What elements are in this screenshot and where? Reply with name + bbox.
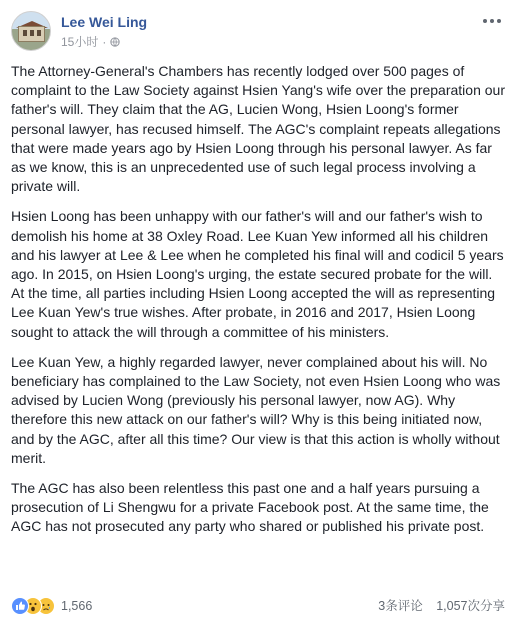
post-paragraph: The AGC has also been relentless this past one and a half years pursuing a prosecution of Li Shengwu for a private Facebook post. At the same time, the AGC has not prosecuted any party who shared or published his private post. (11, 480, 489, 535)
shares-count[interactable]: 1,057次分享 (436, 599, 505, 613)
post-meta (61, 34, 120, 50)
reactions-summary[interactable] (11, 597, 92, 615)
avatar-window (37, 30, 41, 36)
post-body (11, 62, 508, 548)
post-paragraph: Lee Kuan Yew, a highly regarded lawyer, never complained about his will. No beneficiary has complained to the Law Society, not even Hsien Loong who was advised by Lucien Wong (previously his personal lawyer, now AG). Why therefore this new attack on our father's will? Why is this being initiated now, and by the AGC, after all this time? Our view is that this action is wholly without merit. (11, 353, 501, 466)
author-name[interactable]: Lee Wei Ling (61, 14, 148, 30)
engagement-stats (368, 597, 505, 615)
meta-separator: · (102, 35, 107, 49)
post-footer (11, 594, 505, 618)
globe-icon[interactable] (110, 37, 120, 47)
author-avatar[interactable] (11, 11, 51, 51)
post-paragraph: The Attorney-General's Chambers has recently lodged over 500 pages of complaint to the Law Society against Hsien Yang's wife over the preparation our father's will. They claim that the AG, Lucien Wong, Hsien Loong's former personal lawyer, has recused himself. The AGC's complaint repeats allegations that were made years ago by Hsien Loong through his personal lawyer. As far as we know, this is an unprecedented use of such legal process involving a private will. (11, 63, 505, 195)
avatar-window (30, 30, 34, 36)
comments-count[interactable]: 3条评论 (378, 599, 423, 613)
like-icon (11, 597, 29, 615)
post-paragraph: Hsien Loong has been unhappy with our father's will and our father's wish to demolish his home at 38 Oxley Road. Lee Kuan Yew informed all his children and his lawyer at Lee & Lee when he completed his final will and codicil 5 years ago. In 2015, on Hsien Loong's urging, the estate secured probate for the will. At the time, all parties including Hsien Loong accepted the will as representing Lee Kuan Yew's true wishes. After probate, in 2016 and 2017, Hsien Loong sought to attack the will through a committee of his ministers. (11, 208, 504, 340)
avatar-window (23, 30, 27, 36)
reactions-count: 1,566 (61, 599, 93, 613)
more-options-icon[interactable] (483, 17, 503, 25)
post-time[interactable]: 15小时 (61, 35, 99, 49)
post-header (11, 11, 505, 55)
